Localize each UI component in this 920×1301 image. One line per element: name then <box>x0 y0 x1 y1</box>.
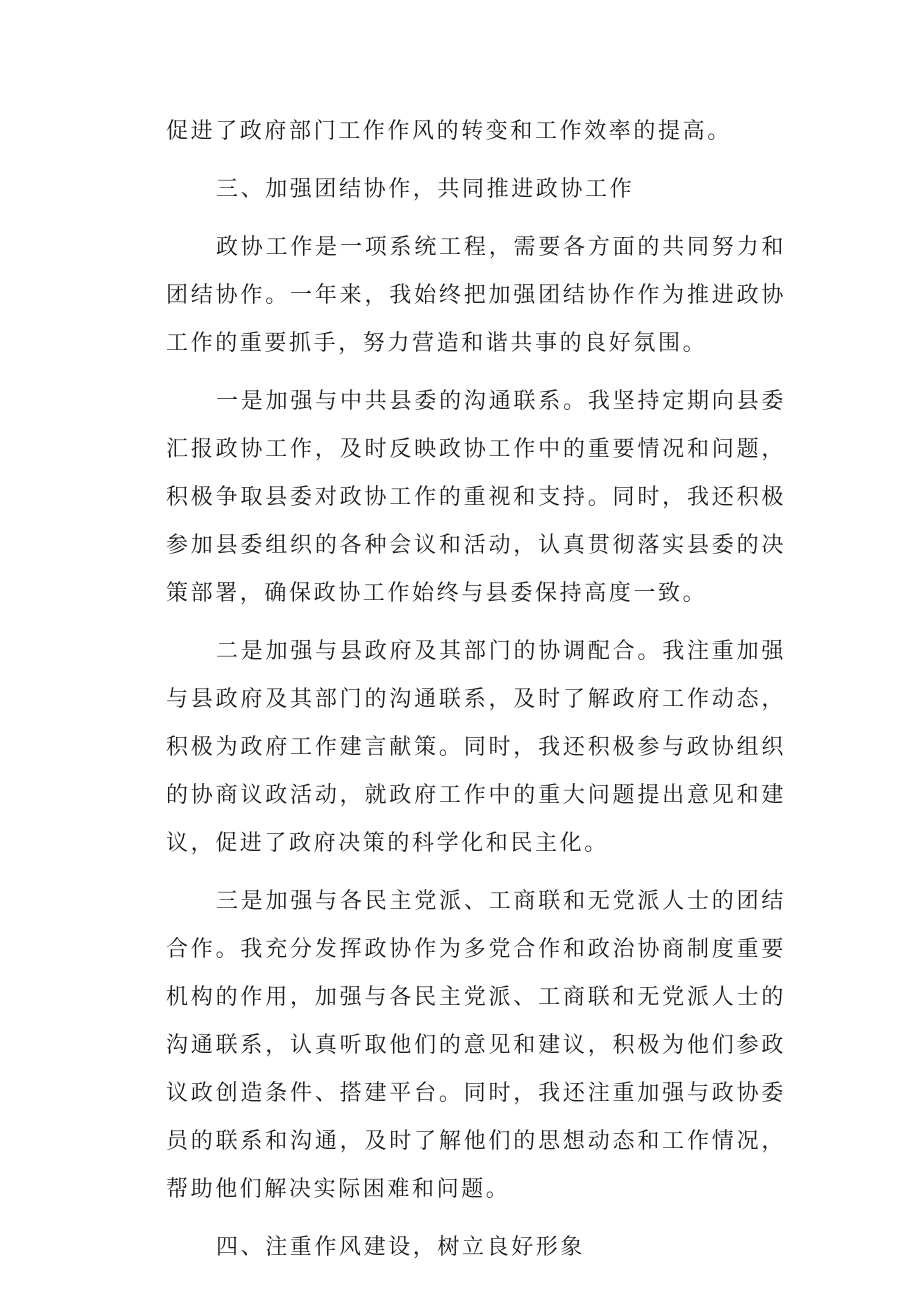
paragraph-gap <box>166 618 786 628</box>
section-heading-3: 三、加强团结协作，共同推进政协工作 <box>216 177 635 202</box>
paragraph-intro: 政协工作是一项系统工程，需要各方面的共同努力和团结协作。一年来，我始终把加强团结协作作为推进政协工作的重要抓手，努力营造和谐共事的良好氛围。 <box>166 235 786 356</box>
paragraph-democratic-parties: 三是加强与各民主党派、工商联和无党派人士的团结合作。我充分发挥政协作为多党合作和政治协商制度重要机构的作用，加强与各民主党派、工商联和无党派人士的沟通联系，认真听取他们的意见和建议，积极为他们参政议政创造条件、搭建平台。同时，我还注重加强与政协委员的联系和沟通，及时了解他们的思想动态和工作情况，帮助他们解决实际困难和问题。 <box>166 889 786 1202</box>
paragraph-continuation: 促进了政府部门工作作风的转变和工作效率的提高。 <box>166 119 732 144</box>
paragraph-gap <box>166 868 786 878</box>
paragraph-gap <box>166 156 786 166</box>
paragraph-gap <box>166 214 786 224</box>
paragraph-gap <box>166 368 786 378</box>
document-body <box>166 108 786 1272</box>
paragraph-county-committee: 一是加强与中共县委的沟通联系。我坚持定期向县委汇报政协工作，及时反映政协工作中的重要情况和问题，积极争取县委对政协工作的重视和支持。同时，我还积极参加县委组织的各种会议和活动，认真贯彻落实县委的决策部署，确保政协工作始终与县委保持高度一致。 <box>166 389 786 606</box>
paragraph-gap <box>166 1214 786 1224</box>
paragraph-county-government: 二是加强与县政府及其部门的协调配合。我注重加强与县政府及其部门的沟通联系，及时了解政府工作动态，积极为政府工作建言献策。同时，我还积极参与政协组织的协商议政活动，就政府工作中的重大问题提出意见和建议，促进了政府决策的科学化和民主化。 <box>166 639 786 856</box>
section-heading-4: 四、注重作风建设，树立良好形象 <box>216 1235 586 1260</box>
